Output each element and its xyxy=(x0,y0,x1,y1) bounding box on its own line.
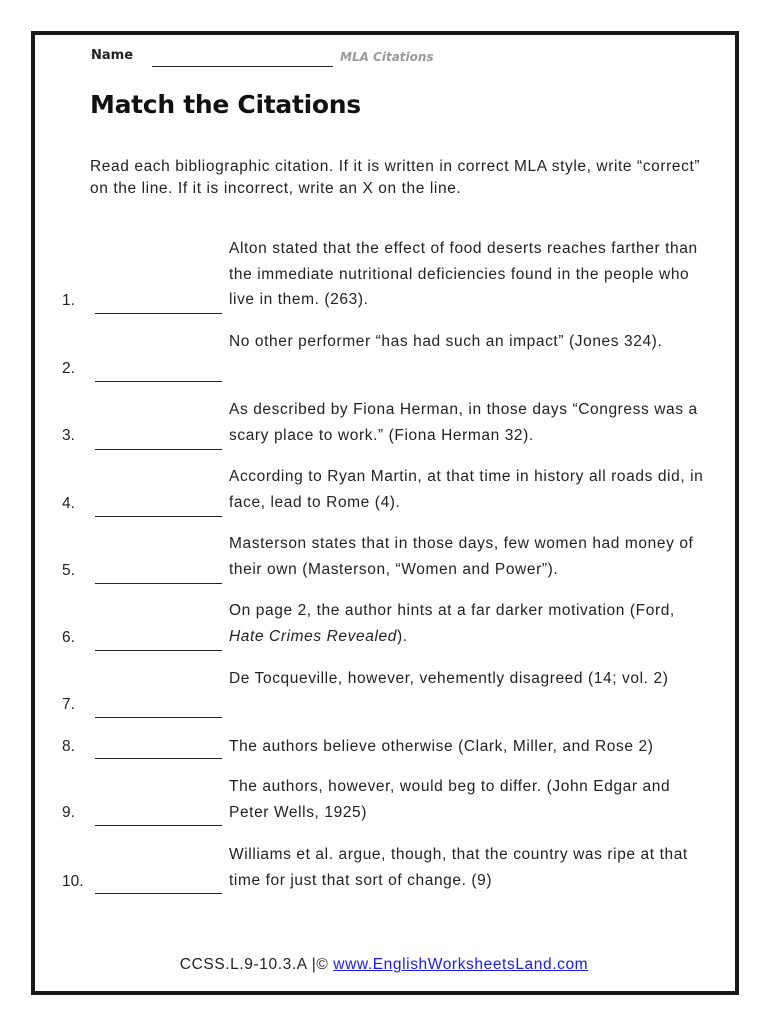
topic-label: MLA Citations xyxy=(340,50,434,64)
answer-line[interactable] xyxy=(95,516,222,517)
item-number: 3. xyxy=(62,427,75,444)
item-number: 5. xyxy=(62,562,75,579)
citation-text: The authors, however, would beg to differ. (John Edgar and Peter Wells, 1925) xyxy=(229,778,671,821)
answer-line[interactable] xyxy=(95,650,222,651)
book-title: Hate Crimes Revealed xyxy=(229,627,397,645)
item-number: 8. xyxy=(62,738,75,755)
item-number: 9. xyxy=(62,804,75,821)
name-label: Name xyxy=(91,48,134,63)
citation-text-part: On page 2, the author hints at a far darker motivation (Ford, xyxy=(229,602,675,619)
name-field[interactable] xyxy=(152,66,333,67)
answer-line[interactable] xyxy=(95,381,222,382)
answer-line[interactable] xyxy=(95,758,222,759)
website-link[interactable]: www.EnglishWorksheetsLand.com xyxy=(333,956,589,973)
answer-line[interactable] xyxy=(95,893,222,894)
answer-line[interactable] xyxy=(95,583,222,584)
citation-text: Alton stated that the effect of food deserts reaches farther than the immediate nutritional deficiencies found in the people who live in them. (263). xyxy=(229,240,698,308)
instructions: Read each bibliographic citation. If it is written in correct MLA style, write “correct” on the line. If it is incorrect, write an X on the line. xyxy=(90,158,701,197)
item-number: 4. xyxy=(62,495,75,512)
citation-text: Williams et al. argue, though, that the country was ripe at that time for just that sort of change. (9) xyxy=(229,846,688,889)
citation-text-part: ). xyxy=(396,627,408,645)
footer xyxy=(0,956,768,974)
answer-line[interactable] xyxy=(95,449,222,450)
citation-text: No other performer “has had such an impact” (Jones 324). xyxy=(229,333,663,350)
citation-text: According to Ryan Martin, at that time in history all roads did, in face, lead to Rome (4). xyxy=(229,468,704,511)
answer-line[interactable] xyxy=(95,717,222,718)
answer-line[interactable] xyxy=(95,313,222,314)
item-number: 7. xyxy=(62,696,75,713)
item-number: 6. xyxy=(62,629,75,646)
citation-text xyxy=(229,598,711,649)
standard-code: CCSS.L.9-10.3.A |© xyxy=(179,956,334,973)
item-number: 10. xyxy=(62,873,84,890)
item-number: 2. xyxy=(62,360,75,377)
citation-text: As described by Fiona Herman, in those days “Congress was a scary place to work.” (Fiona Herman 32). xyxy=(229,401,698,444)
answer-line[interactable] xyxy=(95,825,222,826)
citation-text: The authors believe otherwise (Clark, Miller, and Rose 2) xyxy=(229,738,654,755)
citation-text: De Tocqueville, however, vehemently disagreed (14; vol. 2) xyxy=(229,670,669,687)
item-number: 1. xyxy=(62,292,75,309)
citation-text: Masterson states that in those days, few women had money of their own (Masterson, “Women and Power”). xyxy=(229,535,694,578)
page-title: Match the Citations xyxy=(90,90,361,119)
